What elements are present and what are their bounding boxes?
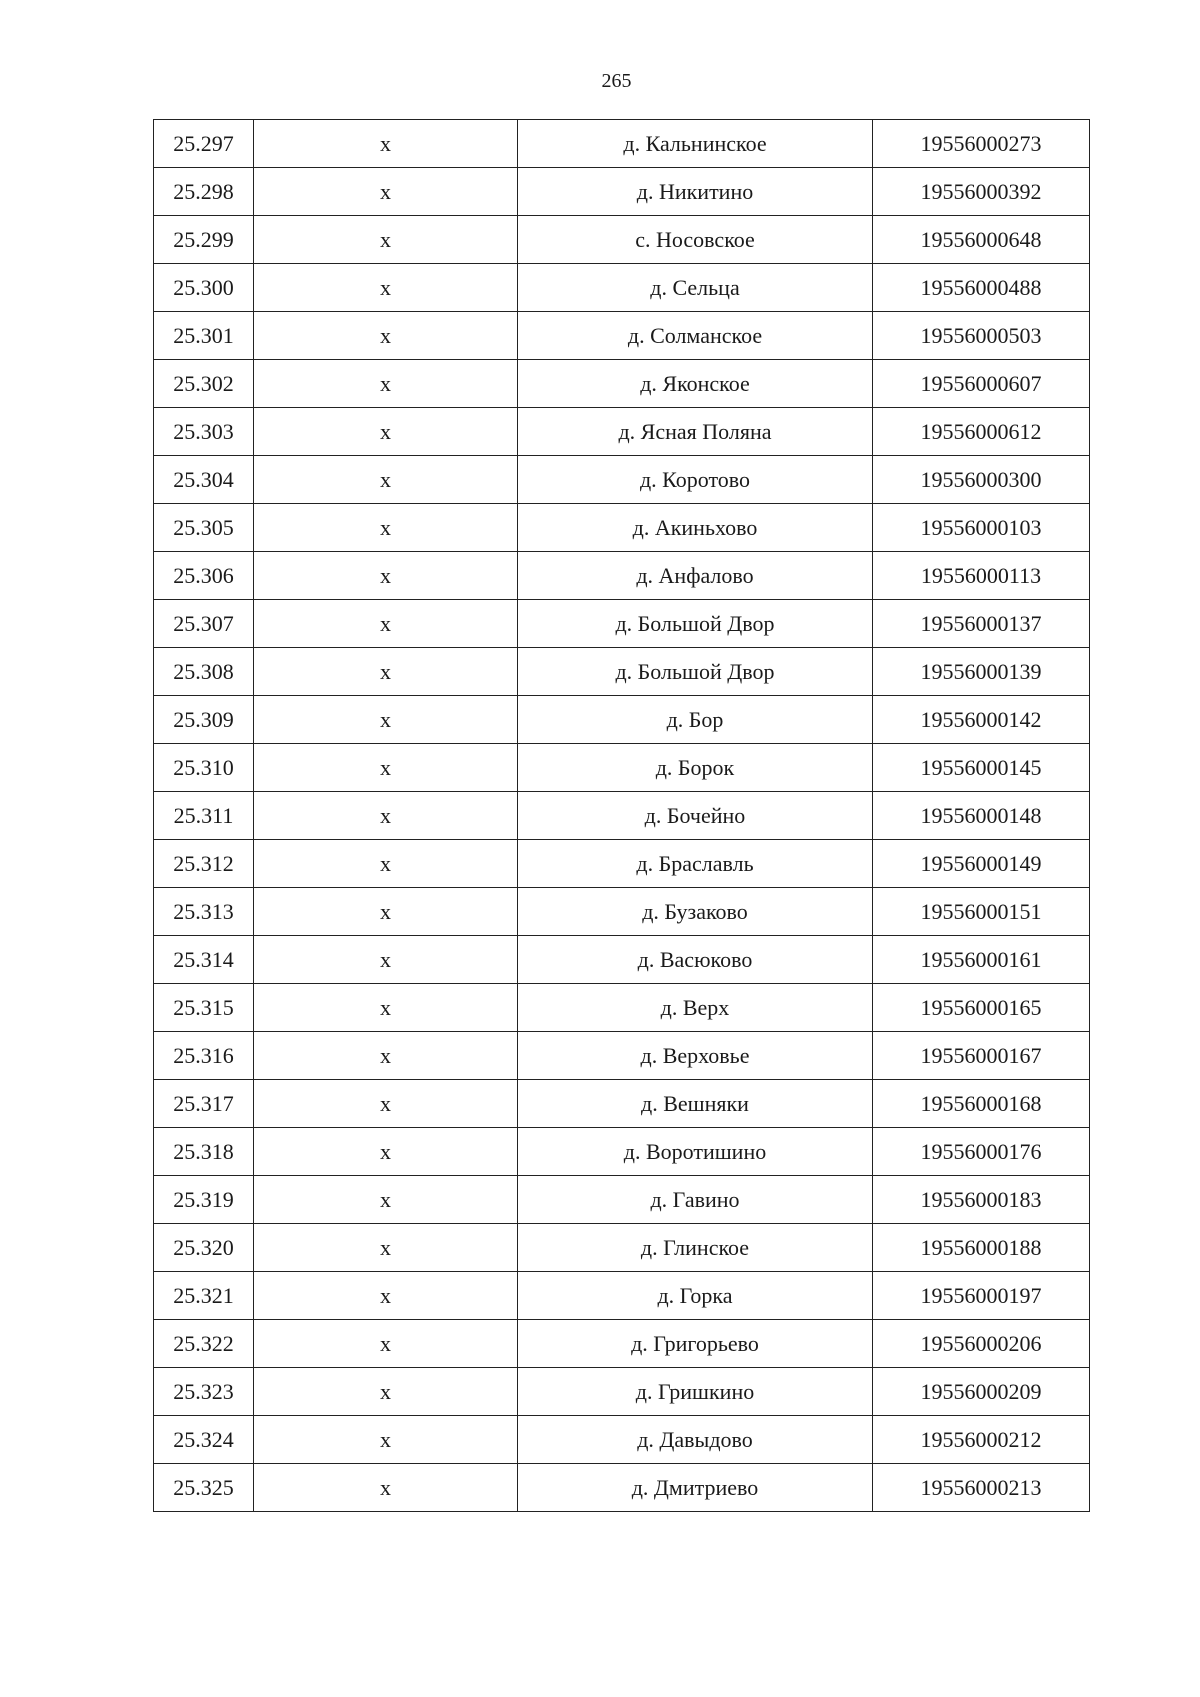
mark-cell: х [254,1416,518,1464]
row-number-cell: 25.301 [154,312,254,360]
code-cell: 19556000392 [873,168,1090,216]
code-cell: 19556000161 [873,936,1090,984]
settlement-name-cell: д. Гришкино [518,1368,873,1416]
table-row [154,1320,1090,1368]
code-cell: 19556000176 [873,1128,1090,1176]
table-row [154,840,1090,888]
code-cell: 19556000488 [873,264,1090,312]
row-number-cell: 25.323 [154,1368,254,1416]
row-number-cell: 25.312 [154,840,254,888]
row-number-cell: 25.300 [154,264,254,312]
row-number-cell: 25.314 [154,936,254,984]
settlement-name-cell: д. Бузаково [518,888,873,936]
mark-cell: х [254,1320,518,1368]
table-row [154,1368,1090,1416]
table-row [154,1176,1090,1224]
mark-cell: х [254,1368,518,1416]
mark-cell: х [254,264,518,312]
table-row [154,696,1090,744]
code-cell: 19556000149 [873,840,1090,888]
code-cell: 19556000139 [873,648,1090,696]
code-cell: 19556000113 [873,552,1090,600]
mark-cell: х [254,1128,518,1176]
code-cell: 19556000165 [873,984,1090,1032]
table-row [154,264,1090,312]
table-row [154,1128,1090,1176]
row-number-cell: 25.320 [154,1224,254,1272]
row-number-cell: 25.311 [154,792,254,840]
code-cell: 19556000145 [873,744,1090,792]
table-row [154,1464,1090,1512]
settlement-name-cell: д. Ясная Поляна [518,408,873,456]
row-number-cell: 25.304 [154,456,254,504]
table-row [154,552,1090,600]
row-number-cell: 25.307 [154,600,254,648]
row-number-cell: 25.309 [154,696,254,744]
settlements-table [153,119,1090,1512]
mark-cell: х [254,1176,518,1224]
code-cell: 19556000648 [873,216,1090,264]
code-cell: 19556000612 [873,408,1090,456]
settlement-name-cell: д. Григорьево [518,1320,873,1368]
table-row [154,888,1090,936]
code-cell: 19556000503 [873,312,1090,360]
mark-cell: х [254,312,518,360]
settlement-name-cell: д. Бор [518,696,873,744]
settlement-name-cell: д. Акиньхово [518,504,873,552]
code-cell: 19556000206 [873,1320,1090,1368]
table-body [154,120,1090,1512]
row-number-cell: 25.316 [154,1032,254,1080]
table-row [154,168,1090,216]
mark-cell: х [254,984,518,1032]
mark-cell: х [254,552,518,600]
code-cell: 19556000137 [873,600,1090,648]
mark-cell: х [254,1032,518,1080]
mark-cell: х [254,648,518,696]
mark-cell: х [254,744,518,792]
row-number-cell: 25.297 [154,120,254,168]
table-row [154,1224,1090,1272]
code-cell: 19556000168 [873,1080,1090,1128]
table-row [154,360,1090,408]
code-cell: 19556000188 [873,1224,1090,1272]
settlement-name-cell: с. Носовское [518,216,873,264]
settlement-name-cell: д. Яконское [518,360,873,408]
row-number-cell: 25.318 [154,1128,254,1176]
settlement-name-cell: д. Васюково [518,936,873,984]
settlement-name-cell: д. Горка [518,1272,873,1320]
table-row [154,1080,1090,1128]
mark-cell: х [254,888,518,936]
code-cell: 19556000148 [873,792,1090,840]
row-number-cell: 25.306 [154,552,254,600]
code-cell: 19556000213 [873,1464,1090,1512]
row-number-cell: 25.313 [154,888,254,936]
mark-cell: х [254,1224,518,1272]
settlement-name-cell: д. Верховье [518,1032,873,1080]
table-row [154,600,1090,648]
settlement-name-cell: д. Большой Двор [518,648,873,696]
mark-cell: х [254,696,518,744]
row-number-cell: 25.302 [154,360,254,408]
code-cell: 19556000197 [873,1272,1090,1320]
row-number-cell: 25.305 [154,504,254,552]
row-number-cell: 25.324 [154,1416,254,1464]
settlement-name-cell: д. Большой Двор [518,600,873,648]
settlement-name-cell: д. Сельца [518,264,873,312]
table-row [154,408,1090,456]
settlement-name-cell: д. Верх [518,984,873,1032]
mark-cell: х [254,216,518,264]
table-row [154,1416,1090,1464]
mark-cell: х [254,456,518,504]
mark-cell: х [254,792,518,840]
settlement-name-cell: д. Вешняки [518,1080,873,1128]
settlement-name-cell: д. Дмитриево [518,1464,873,1512]
settlement-name-cell: д. Солманское [518,312,873,360]
row-number-cell: 25.310 [154,744,254,792]
settlement-name-cell: д. Давыдово [518,1416,873,1464]
settlement-name-cell: д. Глинское [518,1224,873,1272]
table-row [154,792,1090,840]
settlement-name-cell: д. Коротово [518,456,873,504]
row-number-cell: 25.322 [154,1320,254,1368]
table-row [154,936,1090,984]
code-cell: 19556000607 [873,360,1090,408]
settlement-name-cell: д. Бочейно [518,792,873,840]
code-cell: 19556000167 [873,1032,1090,1080]
code-cell: 19556000151 [873,888,1090,936]
settlement-name-cell: д. Воротишино [518,1128,873,1176]
mark-cell: х [254,1080,518,1128]
table-row [154,1272,1090,1320]
code-cell: 19556000273 [873,120,1090,168]
table-row [154,744,1090,792]
row-number-cell: 25.303 [154,408,254,456]
code-cell: 19556000142 [873,696,1090,744]
row-number-cell: 25.317 [154,1080,254,1128]
mark-cell: х [254,168,518,216]
code-cell: 19556000183 [873,1176,1090,1224]
code-cell: 19556000103 [873,504,1090,552]
mark-cell: х [254,936,518,984]
settlement-name-cell: д. Кальнинское [518,120,873,168]
table-row [154,984,1090,1032]
row-number-cell: 25.308 [154,648,254,696]
settlement-name-cell: д. Гавино [518,1176,873,1224]
row-number-cell: 25.325 [154,1464,254,1512]
table-row [154,504,1090,552]
mark-cell: х [254,1464,518,1512]
settlement-name-cell: д. Борок [518,744,873,792]
settlement-name-cell: д. Браславль [518,840,873,888]
row-number-cell: 25.319 [154,1176,254,1224]
table-row [154,648,1090,696]
row-number-cell: 25.298 [154,168,254,216]
table-row [154,312,1090,360]
code-cell: 19556000209 [873,1368,1090,1416]
table-row [154,120,1090,168]
mark-cell: х [254,120,518,168]
mark-cell: х [254,840,518,888]
code-cell: 19556000300 [873,456,1090,504]
settlement-name-cell: д. Анфалово [518,552,873,600]
page-number: 265 [601,70,632,92]
row-number-cell: 25.299 [154,216,254,264]
table-row [154,1032,1090,1080]
row-number-cell: 25.321 [154,1272,254,1320]
mark-cell: х [254,504,518,552]
mark-cell: х [254,1272,518,1320]
code-cell: 19556000212 [873,1416,1090,1464]
mark-cell: х [254,360,518,408]
table-row [154,456,1090,504]
mark-cell: х [254,408,518,456]
settlement-name-cell: д. Никитино [518,168,873,216]
row-number-cell: 25.315 [154,984,254,1032]
table-row [154,216,1090,264]
mark-cell: х [254,600,518,648]
